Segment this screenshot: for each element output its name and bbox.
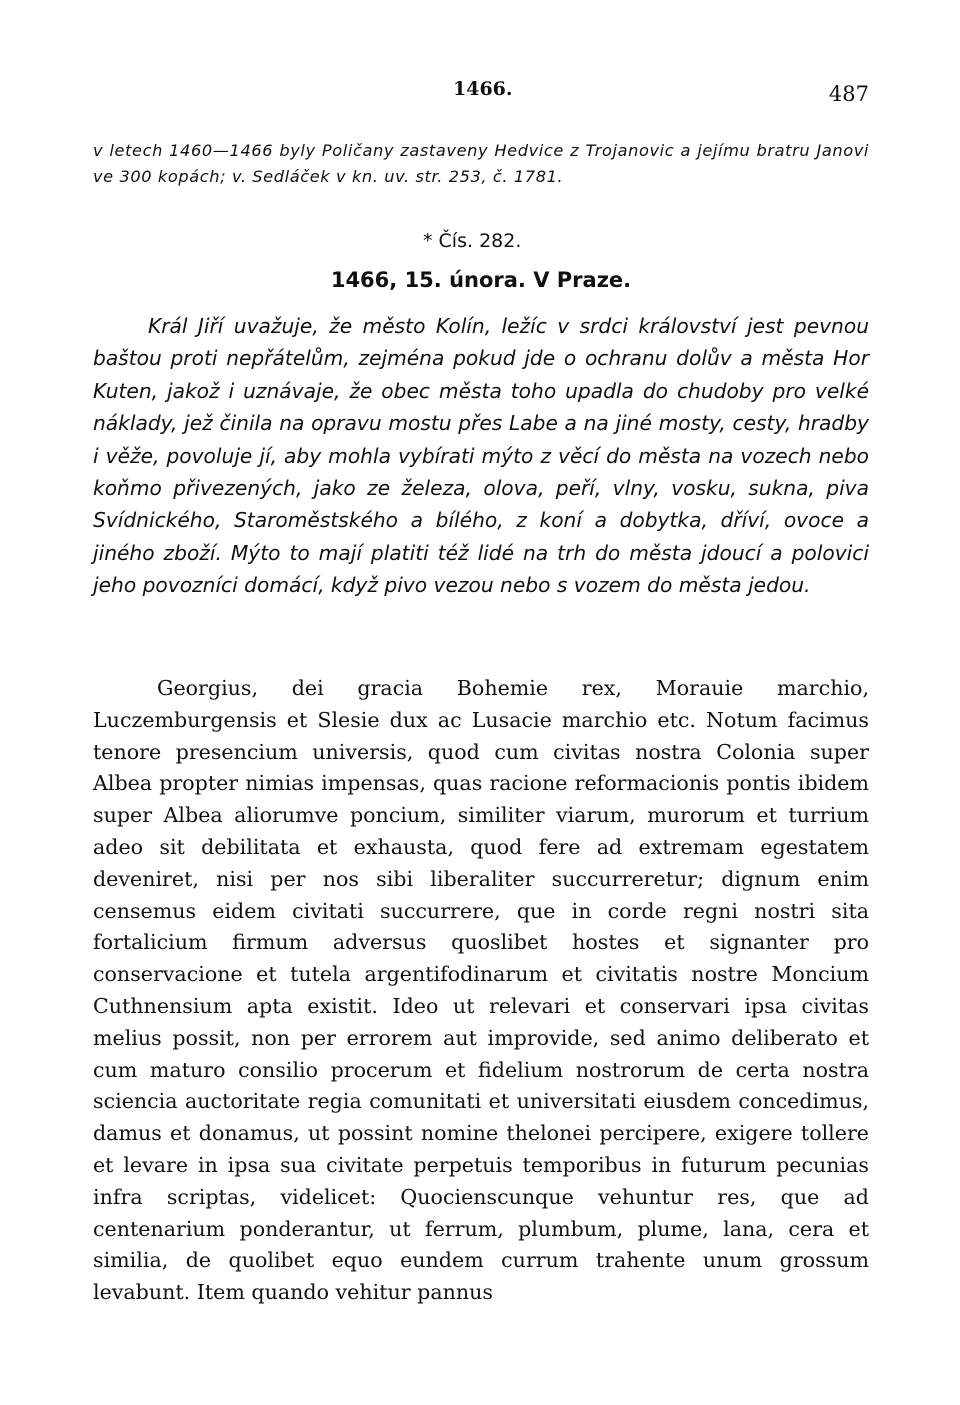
footnote-continuation: v letech 1460—1466 byly Poličany zastaveny Hedvice z Trojanovic a jejímu bratru Janovi ve 300 kopách; v. Sedláček v kn. uv. str. 253, č. 1781. bbox=[93, 141, 869, 186]
page-number: 487 bbox=[828, 82, 869, 106]
czech-regest-paragraph: Král Jiří uvažuje, že město Kolín, ležíc v srdci království jest pevnou baštou proti nepřátelům, zejména pokud jde o ochranu dolův a města Hor Kuten, jakož i uznávaje, že obec města toho upadla do chudoby pro velké náklady, jež činila na opravu mostu přes Labe a na jiné mosty, cesty, hradby i věže, povoluje jí, aby mohla vybírati mýto z věcí do města na vozech nebo koňmo přivezených, jako ze železa, olova, peří, vlny, vosku, sukna, piva Svídnického, Staroměstského a bílého, z koní a dobytka, dříví, ovoce a jiného zboží. Mýto to mají platiti též lidé na trh do města jdoucí a polovici jeho povozníci domácí, když pivo vezou nebo s vozem do města jedou. bbox=[93, 314, 869, 598]
running-head-year: 1466. bbox=[453, 78, 513, 100]
document-date-place: 1466, 15. února. V Praze. bbox=[330, 268, 632, 292]
running-head bbox=[93, 78, 869, 106]
document-number: * Čís. 282. bbox=[423, 230, 522, 252]
latin-charter-text: Georgius, dei gracia Bohemie rex, Morauie marchio, Luczemburgensis et Slesie dux ac Lusacie marchio etc. Notum facimus tenore presencium universis, quod cum civitas nostra Colonia super Albea propter nimias impensas, quas racione reformacionis pontis ibidem super Albea aliorumve poncium, similiter viarum, murorum et turrium adeo sit debilitata et exhausta, quod fere ad extremam egestatem deveniret, nisi per nos sibi liberaliter succurreretur; dignum enim censemus eidem civitati succurrere, que in corde regni nostri sita fortalicium firmum adversus quoslibet hostes et signanter pro conservacione et tutela argentifodinarum et civitatis nostre Moncium Cuthnensium apta existit. Ideo ut relevari et conservari ipsa civitas melius possit, non per errorem aut improvide, sed animo deliberato et cum maturo consilio procerum et fidelium nostrorum de certa nostra sciencia auctoritate regia comunitati et universitati eiusdem concedimus, damus et donamus, ut possint nomine thelonei percipere, exigere tollere et levare in ipsa sua civitate perpetuis temporibus in futurum pecunias infra scriptas, videlicet: Quocienscunque vehuntur res, que ad centenarium ponderantur, ut ferrum, plumbum, plume, lana, cera et similia, de quolibet equo eundem currum trahente unum grossum levabunt. Item quando vehitur pannus bbox=[93, 676, 869, 1305]
